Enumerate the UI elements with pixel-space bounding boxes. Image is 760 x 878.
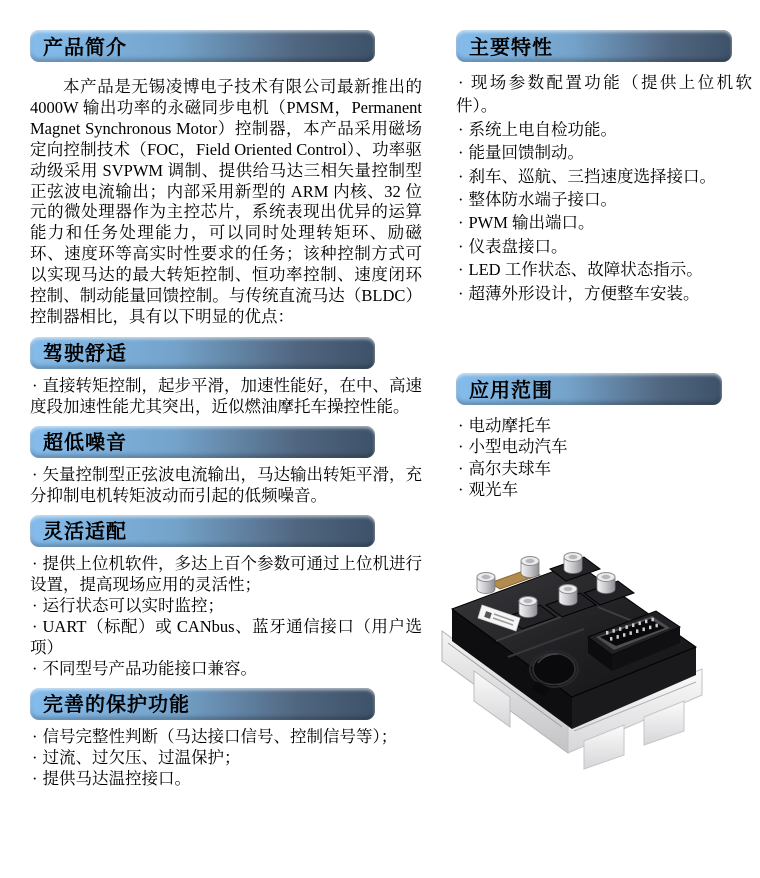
bullet-dot: · <box>32 553 38 573</box>
bullet-text: 提供上位机软件，多达上百个参数可通过上位机进行设置，提高现场应用的灵活性； <box>30 553 422 594</box>
bullet-dot: · <box>32 726 38 746</box>
section-bullets <box>30 553 422 679</box>
bullet-text: 仪表盘接口。 <box>468 236 568 256</box>
section-bullets <box>30 464 422 506</box>
bullet-dot: · <box>458 190 464 210</box>
bullet-text: 刹车、巡航、三挡速度选择接口。 <box>468 166 716 186</box>
bullet-item <box>456 165 752 188</box>
right-column <box>456 30 752 499</box>
left-column <box>30 30 422 798</box>
section-title: 应用范围 <box>469 379 553 402</box>
bullet-text: 信号完整性判断（马达接口信号、控制信号等）； <box>42 726 398 746</box>
section-title: 完善的保护功能 <box>43 694 190 717</box>
bullet-text: 电动摩托车 <box>468 416 551 435</box>
bullet-dot: · <box>458 260 464 280</box>
bullet-item <box>456 479 752 500</box>
bullet-text: 现场参数配置功能（提供上位机软件）。 <box>456 73 752 116</box>
bullet-item <box>456 71 752 118</box>
bullet-text: 系统上电自检功能。 <box>468 119 617 139</box>
bullet-dot: · <box>458 166 464 186</box>
section-header <box>30 337 375 369</box>
bullet-dot: · <box>458 437 464 457</box>
section-title: 灵活适配 <box>43 521 127 544</box>
bullet-text: 超薄外形设计，方便整车安装。 <box>468 283 700 303</box>
bullet-dot: · <box>458 416 464 435</box>
bullet-item <box>30 726 422 747</box>
bullet-dot: · <box>458 283 464 303</box>
section-header <box>30 515 375 547</box>
bullet-item <box>30 595 422 616</box>
section-title: 主要特性 <box>469 36 553 59</box>
applications-block <box>456 373 752 500</box>
bullet-dot: · <box>458 236 464 256</box>
bullet-dot: · <box>32 616 38 636</box>
bullet-dot: · <box>458 479 464 499</box>
bullet-dot: · <box>458 73 464 92</box>
bullet-item <box>30 553 422 595</box>
motor-controller-photo <box>438 545 708 770</box>
bullet-text: 矢量控制型正弦波电流输出，马达输出转矩平滑，充分抑制电机转矩波动而引起的低频噪音。 <box>30 464 422 505</box>
bullet-item <box>30 658 422 679</box>
bullet-item <box>456 118 752 141</box>
section-header-features <box>456 30 732 62</box>
section-header-intro <box>30 30 375 62</box>
applications-list <box>456 415 752 500</box>
bullet-item <box>456 235 752 258</box>
section-bullets <box>30 726 422 789</box>
intro-paragraph: 本产品是无锡凌博电子技术有限公司最新推出的 4000W 输出功率的永磁同步电机（PMSM，Permanent Magnet Synchronous Motor）控制器，本产品采用磁场定向控制技术（FOC，Field Oriented Control）、功率驱动级采用 SVPWM 调制、提供给马达三相矢量控制型正弦波电流输出；内部采用新型的 ARM 内核、32 位元的微处理器作为主控芯片，系统表现出优异的运算能力和任务处理能力，可以同时处理转矩环、励磁环、速度环等高实时性要求的任务；该种控制方式可以实现马达的最大转矩控制、恒功率控制、速度闭环控制、制动能量回馈控制。与传统直流马达（BLDC）控制器相比，具有以下明显的优点： <box>30 77 422 326</box>
bullet-dot: · <box>458 458 464 478</box>
bullet-item <box>456 258 752 281</box>
bullet-dot: · <box>32 464 38 484</box>
bullet-item <box>456 415 752 436</box>
bullet-dot: · <box>458 213 464 233</box>
bullet-item <box>30 616 422 658</box>
bullet-item <box>30 768 422 789</box>
bullet-text: 观光车 <box>468 479 518 499</box>
bullet-item <box>456 211 752 234</box>
bullet-item <box>30 375 422 417</box>
bullet-dot: · <box>32 375 38 395</box>
bullet-dot: · <box>32 658 38 678</box>
bullet-item <box>456 188 752 211</box>
bullet-text: 过流、过欠压、过温保护； <box>42 747 241 767</box>
bullet-dot: · <box>32 595 38 615</box>
section-header <box>30 688 375 720</box>
bullet-text: 小型电动汽车 <box>468 437 568 457</box>
bullet-item <box>30 747 422 768</box>
bullet-text: 运行状态可以实时监控； <box>42 595 224 615</box>
bullet-text: 高尔夫球车 <box>468 458 551 478</box>
bullet-text: LED 工作状态、故障状态指示。 <box>468 260 703 280</box>
section-header-applications <box>456 373 722 405</box>
bullet-dot: · <box>32 768 38 788</box>
section-title: 产品简介 <box>43 36 127 59</box>
bullet-text: 不同型号产品功能接口兼容。 <box>42 658 257 678</box>
left-sections <box>30 337 422 789</box>
bullet-item <box>456 436 752 457</box>
section-bullets <box>30 375 422 417</box>
bullet-text: 直接转矩控制，起步平滑，加速性能好，在中、高速度段加速性能尤其突出，近似燃油摩托车操控性能。 <box>30 375 422 416</box>
section-title: 超低噪音 <box>43 432 127 455</box>
bullet-item <box>30 464 422 506</box>
section-title: 驾驶舒适 <box>43 343 127 366</box>
bullet-dot: · <box>458 143 464 163</box>
bullet-dot: · <box>458 119 464 139</box>
bullet-text: 整体防水端子接口。 <box>468 190 617 210</box>
bullet-text: UART（标配）或 CANbus、蓝牙通信接口（用户选项） <box>30 616 422 657</box>
section-header <box>30 426 375 458</box>
bullet-item <box>456 282 752 305</box>
bullet-dot: · <box>32 747 38 767</box>
bullet-text: 提供马达温控接口。 <box>42 768 191 788</box>
bullet-text: PWM 输出端口。 <box>468 213 595 233</box>
bullet-item <box>456 141 752 164</box>
bullet-text: 能量回馈制动。 <box>468 143 584 163</box>
bullet-item <box>456 458 752 479</box>
features-list <box>456 71 752 305</box>
product-photo <box>438 545 708 770</box>
